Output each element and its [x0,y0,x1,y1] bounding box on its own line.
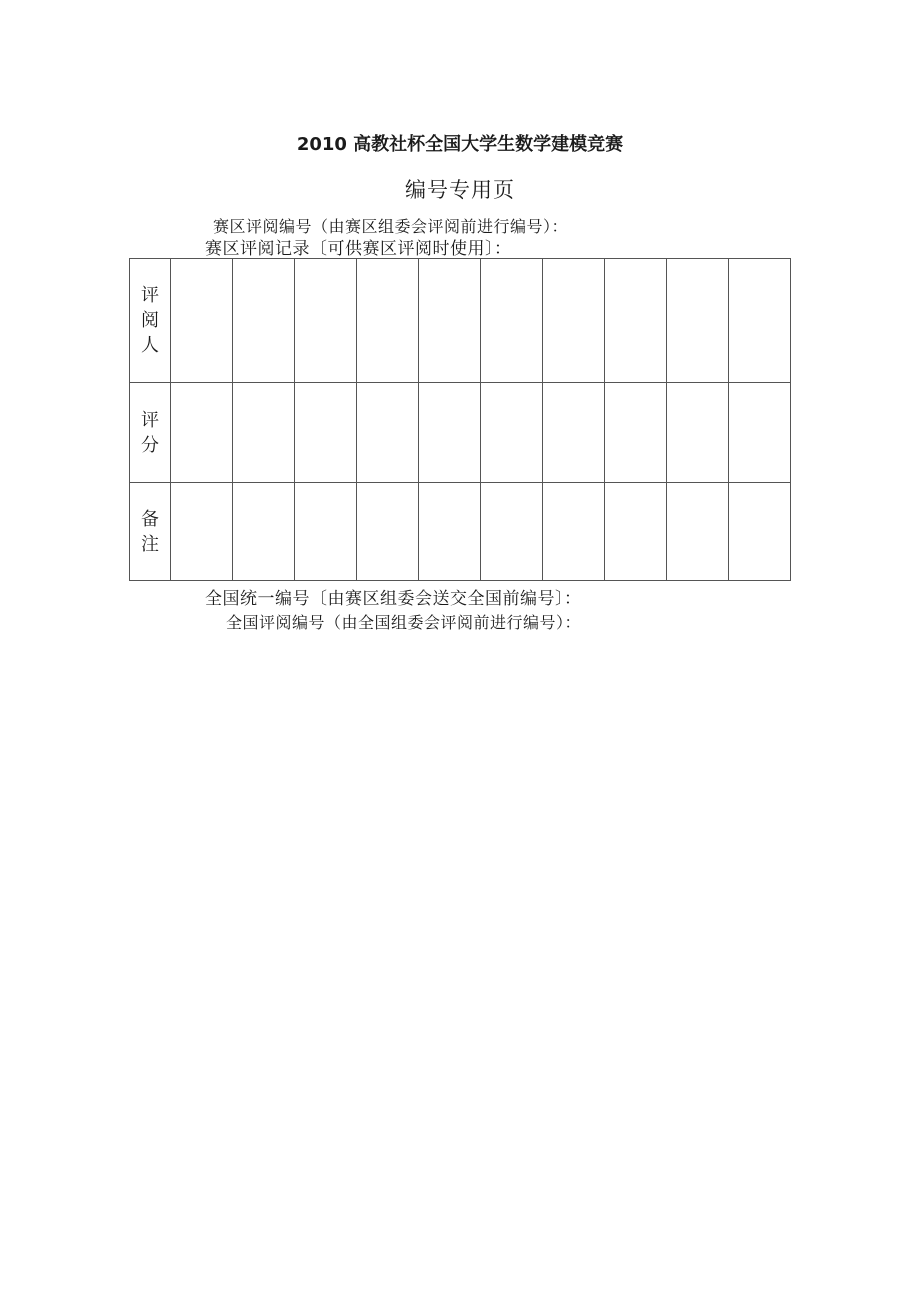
table-cell[interactable] [233,483,295,581]
table-cell[interactable] [605,259,667,383]
row-label-score [130,383,171,483]
table-cell[interactable] [481,483,543,581]
table-cell[interactable] [605,383,667,483]
table-cell[interactable] [357,383,419,483]
label-char: 备 [141,508,159,530]
row-label-remarks [130,483,171,581]
label-char: 人 [141,335,159,356]
table-cell[interactable] [295,259,357,383]
national-unified-id-label: 全国统一编号〔由赛区组委会送交全国前编号〕： [205,589,582,609]
table-cell[interactable] [543,483,605,581]
regional-review-record-label: 赛区评阅记录〔可供赛区评阅时使用〕： [205,239,512,259]
label-char: 阅 [141,310,159,331]
table-cell[interactable] [419,483,481,581]
table-cell[interactable] [729,483,791,581]
national-review-id-label: 全国评阅编号（由全国组委会评阅前进行编号）： [226,613,582,632]
table-cell[interactable] [543,383,605,483]
table-cell[interactable] [667,259,729,383]
page-title: 2010 高教社杯全国大学生数学建模竞赛 [296,134,624,155]
regional-review-id-label: 赛区评阅编号（由赛区组委会评阅前进行编号）： [213,217,569,236]
table-cell[interactable] [729,259,791,383]
table-row-reviewer [130,259,791,383]
table-cell[interactable] [667,483,729,581]
table-cell[interactable] [419,383,481,483]
table-cell[interactable] [171,483,233,581]
label-char: 评 [141,409,159,431]
label-char: 评 [141,285,159,306]
label-char: 注 [141,533,159,555]
table-cell[interactable] [419,259,481,383]
table-cell[interactable] [605,483,667,581]
label-char: 分 [141,434,159,456]
table-cell[interactable] [481,383,543,483]
review-record-table [129,258,791,581]
table-cell[interactable] [729,383,791,483]
table-cell[interactable] [667,383,729,483]
table-cell[interactable] [543,259,605,383]
table-cell[interactable] [357,483,419,581]
table-cell[interactable] [171,259,233,383]
row-label-reviewer [130,259,171,383]
table-cell[interactable] [295,483,357,581]
table-row-score [130,383,791,483]
table-cell[interactable] [171,383,233,483]
table-row-remarks [130,483,791,581]
page-subtitle: 编号专用页 [405,178,515,202]
table-cell[interactable] [357,259,419,383]
table-cell[interactable] [481,259,543,383]
table-cell[interactable] [233,259,295,383]
table-cell[interactable] [233,383,295,483]
table-cell[interactable] [295,383,357,483]
